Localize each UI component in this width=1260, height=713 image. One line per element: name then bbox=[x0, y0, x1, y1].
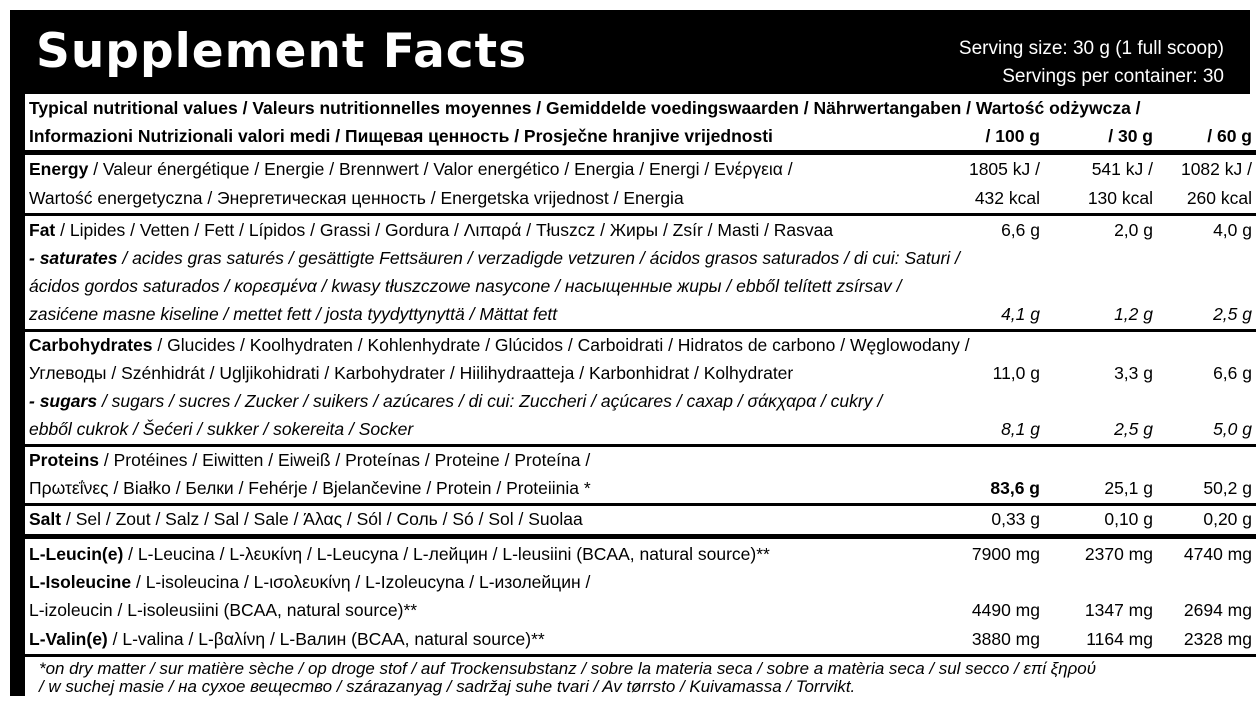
divider bbox=[25, 534, 1256, 539]
saturates-label-cont: zasićene masne kiseline / mettet fett / josta tyydyttynyttä / Mättat fett bbox=[29, 304, 558, 324]
column-header-30g: / 30 g bbox=[1108, 126, 1153, 146]
sugars-label: - sugars / sugars / sucres / Zucker / suikers / azúcares / di cui: Zuccheri / açúcares / сахар / σάκχαρα / cukry / bbox=[29, 391, 883, 411]
table-row bbox=[29, 505, 1256, 533]
energy-kj-100g: 1805 kJ / bbox=[968, 159, 1040, 179]
protein-label-cont: Πρωτεΐνες / Białko / Белки / Fehérje / Bjelančevine / Protein / Proteiinia * bbox=[29, 478, 591, 498]
carbohydrates-label: Carbohydrates / Glucides / Koolhydraten / Kohlenhydrate / Glúcidos / Carboidrati / Hidratos de carbono / Węglowodany / bbox=[29, 335, 970, 355]
fat-100g: 6,6 g bbox=[1001, 220, 1040, 240]
isoleucine-60g: 2694 mg bbox=[1183, 600, 1252, 620]
energy-label-cont: Wartość energetyczna / Энергетическая ценность / Energetska vrijednost / Energia bbox=[29, 188, 684, 208]
header-text: Typical nutritional values / Valeurs nutritionnelles moyennes / Gemiddelde voedingswaarden / Nährwertangaben / Wartość odżywcza / bbox=[29, 98, 1141, 118]
table-row bbox=[29, 155, 1256, 183]
salt-100g: 0,33 g bbox=[991, 509, 1040, 529]
salt-30g: 0,10 g bbox=[1104, 509, 1153, 529]
table-row bbox=[29, 272, 1256, 300]
table-row bbox=[29, 300, 1256, 328]
isoleucine-label-cont: L-izoleucin / L-isoleusiini (BCAA, natural source)** bbox=[29, 600, 418, 620]
sugars-30g: 2,5 g bbox=[1114, 419, 1153, 439]
energy-kj-30g: 541 kJ / bbox=[1091, 159, 1153, 179]
supplement-facts-panel bbox=[10, 10, 1250, 696]
isoleucine-100g: 4490 mg bbox=[971, 600, 1040, 620]
energy-kcal-60g: 260 kcal bbox=[1186, 188, 1252, 208]
table-row bbox=[29, 446, 1256, 474]
serving-info bbox=[959, 35, 1224, 91]
table-row bbox=[29, 540, 1256, 568]
footnote-line: / w suchej masie / на сухое вещество / szárazanyag / sadržaj suhe tvari / Av tørrsto / Kuivamassa / Torrvikt. bbox=[39, 677, 856, 696]
footnote-line: *on dry matter / sur matière sèche / op droge stof / auf Trockensubstanz / sobre la materia seca / sobre a matèria seca / sul secco / επί ξηρού bbox=[39, 659, 1097, 678]
valine-100g: 3880 mg bbox=[971, 629, 1040, 649]
valine-60g: 2328 mg bbox=[1183, 629, 1252, 649]
table-row bbox=[29, 244, 1256, 272]
carbohydrates-label-cont: Углеводы / Szénhidrát / Ugljikohidrati / Karbohydrater / Hiilihydraatteja / Karbonhidrat / Kolhydrater bbox=[29, 363, 794, 383]
protein-30g: 25,1 g bbox=[1104, 478, 1153, 498]
saturates-30g: 1,2 g bbox=[1114, 304, 1153, 324]
protein-label: Proteins / Protéines / Eiwitten / Eiweiß / Proteínas / Proteine / Proteína / bbox=[29, 450, 591, 470]
header-text: Informazioni Nutrizionali valori medi / Пищевая ценность / Prosječne hranjive vrijednosti bbox=[29, 126, 773, 146]
leucine-label: L-Leucin(e) / L-Leucina / L-λευκίνη / L-Leucyna / L-лейцин / L-leusiini (BCAA, natural source)** bbox=[29, 544, 770, 564]
serving-size: Serving size: 30 g (1 full scoop) bbox=[958, 38, 1224, 59]
table-row bbox=[29, 625, 1256, 653]
saturates-label: - saturates / acides gras saturés / gesättigte Fettsäuren / verzadigde vetzuren / ácidos grasos saturados / di cui: Saturi / bbox=[29, 248, 960, 268]
table-header-row bbox=[29, 122, 1256, 150]
valine-30g: 1164 mg bbox=[1086, 629, 1153, 649]
energy-kj-60g: 1082 kJ / bbox=[1180, 159, 1252, 179]
salt-label: Salt / Sel / Zout / Salz / Sal / Sale / Άλας / Sól / Соль / Só / Sol / Suolaa bbox=[29, 509, 583, 529]
sugars-60g: 5,0 g bbox=[1213, 419, 1252, 439]
table-header-row bbox=[29, 94, 1256, 122]
saturates-label-cont: ácidos gordos saturados / κορεσμένα / kwasy tłuszczowe nasycone / насыщенные жиры / ebből telített zsírsav / bbox=[29, 276, 902, 296]
isoleucine-30g: 1347 mg bbox=[1084, 600, 1153, 620]
leucine-60g: 4740 mg bbox=[1183, 544, 1252, 564]
leucine-30g: 2370 mg bbox=[1084, 544, 1153, 564]
protein-60g: 50,2 g bbox=[1203, 478, 1252, 498]
table-row bbox=[29, 568, 1256, 596]
leucine-100g: 7900 mg bbox=[971, 544, 1040, 564]
energy-label: Energy / Valeur énergétique / Energie / Brennwert / Valor energético / Energia / Energi / Ενέργεια / bbox=[29, 159, 793, 179]
table-row bbox=[29, 359, 1256, 387]
valine-label: L-Valin(e) / L-valina / L-βαλίνη / L-Валин (BCAA, natural source)** bbox=[29, 629, 545, 649]
sugars-100g: 8,1 g bbox=[1001, 419, 1040, 439]
servings-per-container: Servings per container: 30 bbox=[1002, 66, 1224, 87]
saturates-60g: 2,5 g bbox=[1213, 304, 1252, 324]
isoleucine-label: L-Isoleucine / L-isoleucina / L-ισολευκίνη / L-Izoleucyna / L-изолейцин / bbox=[29, 572, 591, 592]
salt-60g: 0,20 g bbox=[1203, 509, 1252, 529]
table-row bbox=[29, 184, 1256, 212]
fat-30g: 2,0 g bbox=[1114, 220, 1153, 240]
column-header-100g: / 100 g bbox=[985, 126, 1040, 146]
page-title: Supplement Facts bbox=[36, 24, 528, 79]
table-row bbox=[29, 216, 1256, 244]
footnote bbox=[39, 660, 1259, 696]
divider bbox=[25, 654, 1256, 657]
sugars-label-cont: ebből cukrok / Šećeri / sukker / sokereita / Socker bbox=[29, 419, 414, 439]
carbohydrates-60g: 6,6 g bbox=[1213, 363, 1252, 383]
energy-kcal-30g: 130 kcal bbox=[1087, 188, 1153, 208]
fat-label: Fat / Lipides / Vetten / Fett / Lípidos / Grassi / Gordura / Λιπαρά / Tłuszcz / Жиры / Zsír / Masti / Rasvaa bbox=[29, 220, 834, 240]
nutrition-table bbox=[25, 94, 1256, 698]
protein-100g: 83,6 g bbox=[990, 478, 1040, 498]
fat-60g: 4,0 g bbox=[1213, 220, 1252, 240]
carbohydrates-100g: 11,0 g bbox=[992, 363, 1040, 383]
table-row bbox=[29, 387, 1256, 415]
table-row bbox=[29, 331, 1256, 359]
saturates-100g: 4,1 g bbox=[1001, 304, 1040, 324]
table-row bbox=[29, 474, 1256, 502]
table-row bbox=[29, 415, 1256, 443]
energy-kcal-100g: 432 kcal bbox=[974, 188, 1040, 208]
table-row bbox=[29, 596, 1256, 624]
carbohydrates-30g: 3,3 g bbox=[1114, 363, 1153, 383]
column-header-60g: / 60 g bbox=[1207, 126, 1252, 146]
